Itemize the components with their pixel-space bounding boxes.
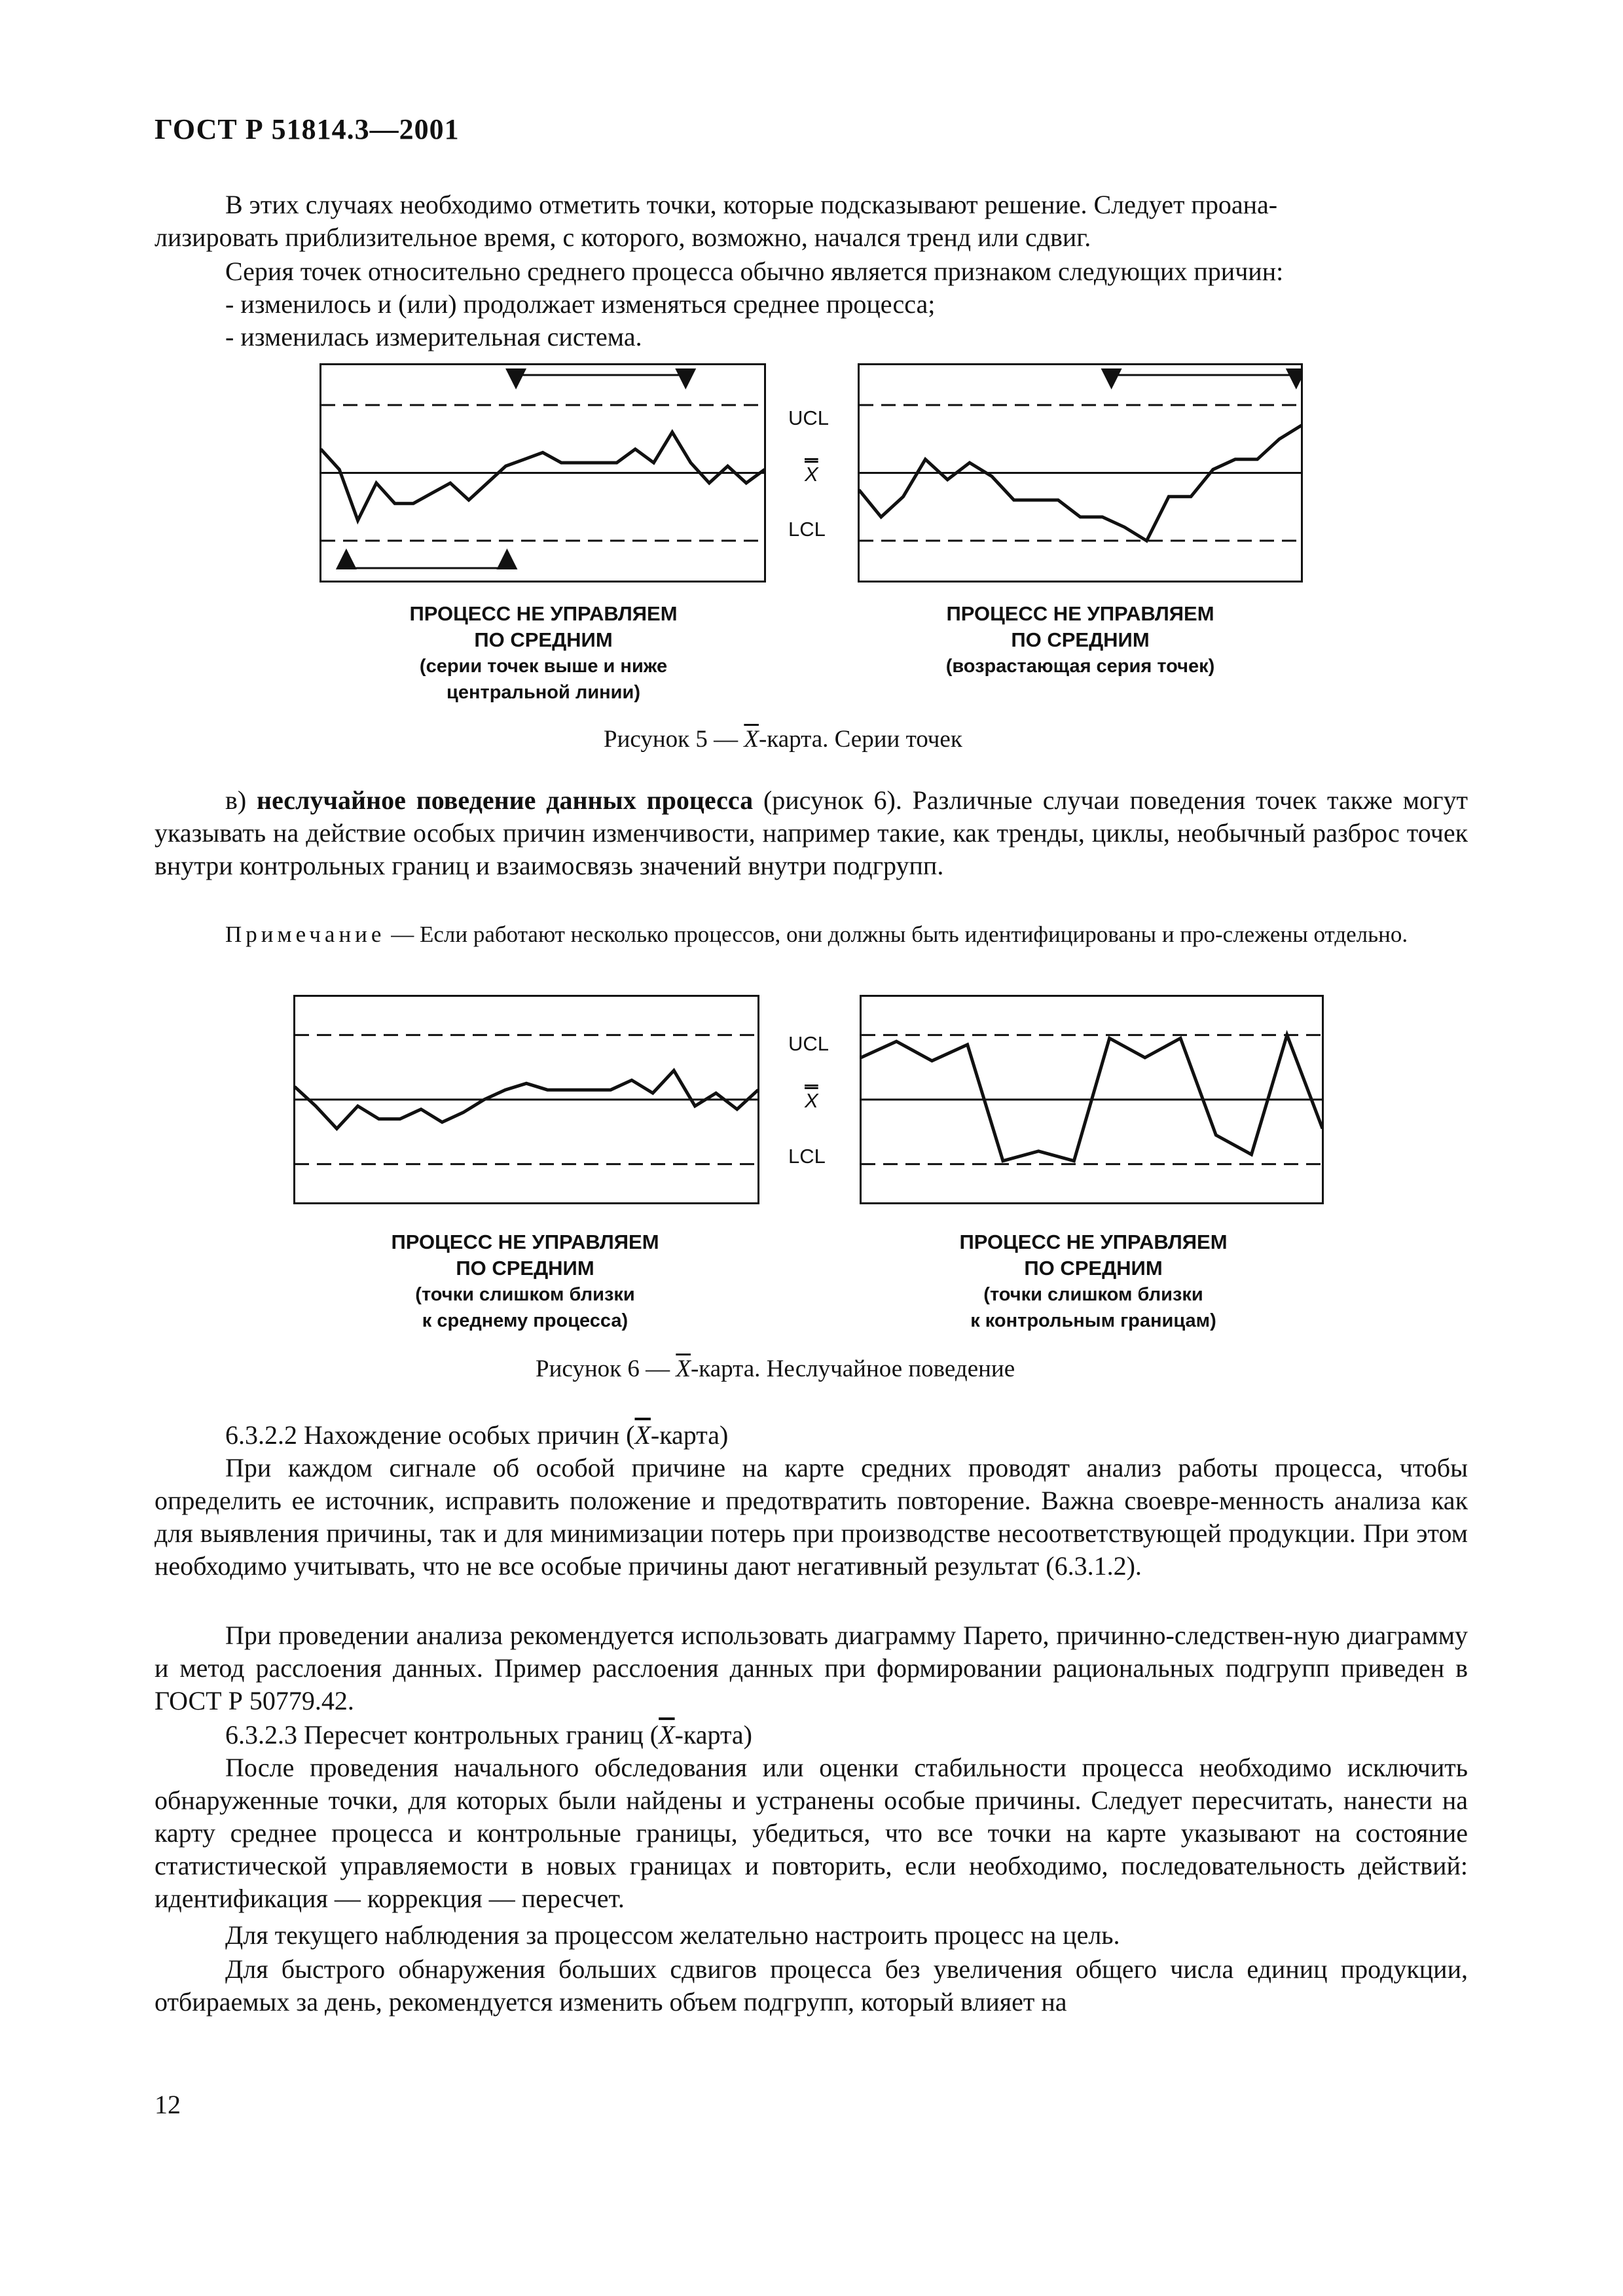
paragraph-4: При каждом сигнале об особой причине на карте средних проводят анализ работы процесса, чтобы определить ее источник, исправить положение и предотвратить повторение. Важна своевре-менность анализа как для выявления причины, так и для минимизации потерь при производстве несоответствующей продукции. При этом необходимо учитывать, что не все особые причины дают негативный результат (6.3.1.2).: [155, 1453, 1468, 1581]
document-header: ГОСТ Р 51814.3—2001: [155, 113, 460, 145]
fig6-left-label: ПРОЦЕСС НЕ УПРАВЛЯЕМ ПО СРЕДНИМ (точки слишком близки к среднему процесса): [391, 1230, 659, 1331]
run-marker-down-icon: [505, 368, 526, 389]
section-6-3-2-2-title: 6.3.2.2 Нахождение особых причин $(\overline{X}-карта)$: [225, 1420, 729, 1450]
ucl-label-2: UCL: [788, 1032, 830, 1055]
paragraph-7: Для текущего наблюдения за процессом желательно настроить процесс на цель.: [225, 1920, 1120, 1950]
xbar-label-2: X: [805, 1089, 818, 1112]
run-marker-up-icon: [496, 548, 517, 569]
section-6-3-2-3-title: 6.3.2.3 Пересчет контрольных границ $(\overline{X}-карта)$: [225, 1720, 752, 1749]
paragraph-3: в) неслучайное поведение данных процесса (рисунок 6). Различные случаи поведения точек также могут указывать на действие особых причин изменчивости, например такие, как тренды, циклы, необычный разброс точек внутри контрольных границ и взаимосвязь значений внутри подгрупп.: [155, 785, 1468, 880]
lcl-label: LCL: [788, 518, 826, 541]
page-number: 12: [155, 2090, 181, 2119]
paragraph-2: Серия точек относительно среднего процесса обычно является признаком следующих причин:: [225, 257, 1284, 286]
paragraph-5: При проведении анализа рекомендуется использовать диаграмму Парето, причинно-следствен-ную диаграмму и метод расслоения данных. Пример расслоения данных при формировании рациональных подгрупп приведен в ГОСТ Р 50779.42.: [155, 1621, 1468, 1715]
bullet-1: - изменилось и (или) продолжает изменяться среднее процесса;: [225, 289, 936, 319]
fig5-caption: Рисунок 5 — $\overline{X}$-карта. Серии точек: [604, 726, 962, 753]
ucl-label: UCL: [788, 406, 830, 429]
note: Примечание — Если работают несколько процессов, они должны быть идентифицированы и про-слежены отдельно.: [225, 922, 1408, 947]
paragraph-8: Для быстрого обнаружения больших сдвигов процесса без увеличения общего числа единиц продукции, отбираемых за день, рекомендуется изменить объем подгрупп, который влияет на: [155, 1954, 1468, 2017]
paragraph-1-line-1: В этих случаях необходимо отметить точки, которые подсказывают решение. Следует проана-: [225, 190, 1278, 219]
fig6-caption: Рисунок 6 — $\overline{X}$-карта. Неслучайное поведение: [536, 1355, 1015, 1382]
run-marker-down-icon: [1286, 368, 1303, 389]
chart-fig6-right: [860, 995, 1324, 1204]
chart-fig6-left: [293, 995, 759, 1204]
bullet-2: - изменилась измерительная система.: [225, 322, 642, 351]
lcl-label-2: LCL: [788, 1145, 826, 1168]
run-marker-down-icon: [1101, 368, 1122, 389]
fig5-right-label: ПРОЦЕСС НЕ УПРАВЛЯЕМ ПО СРЕДНИМ (возрастающая серия точек): [945, 602, 1215, 677]
paragraph-1-line-2: лизировать приблизительное время, с которого, возможно, начался тренд или сдвиг.: [155, 223, 1091, 252]
chart-fig5-left: [319, 363, 766, 583]
data-series-line: [861, 1035, 1322, 1160]
fig5-left-label: ПРОЦЕСС НЕ УПРАВЛЯЕМ ПО СРЕДНИМ (серии точек выше и ниже центральной линии): [409, 602, 678, 703]
chart-fig5-right: [858, 363, 1303, 583]
data-series-line: [321, 432, 765, 520]
run-marker-up-icon: [336, 548, 357, 569]
xbar-label: X: [805, 463, 818, 486]
fig6-right-label: ПРОЦЕСС НЕ УПРАВЛЯЕМ ПО СРЕДНИМ (точки слишком близки к контрольным границам): [959, 1230, 1228, 1331]
run-marker-down-icon: [675, 368, 696, 389]
paragraph-6: После проведения начального обследования или оценки стабильности процесса необходимо исключить обнаруженные точки, для которых были найдены и устранены особые причины. Следует пересчитать, нанести на карту среднее процесса и контрольные границы, убедиться, что все точки на карте указывают на состояние статистической управляемости в новых границах и повторить, если необходимо, последовательность действий: идентификация — коррекция — пересчет.: [155, 1753, 1468, 1913]
data-series-line: [859, 425, 1302, 541]
